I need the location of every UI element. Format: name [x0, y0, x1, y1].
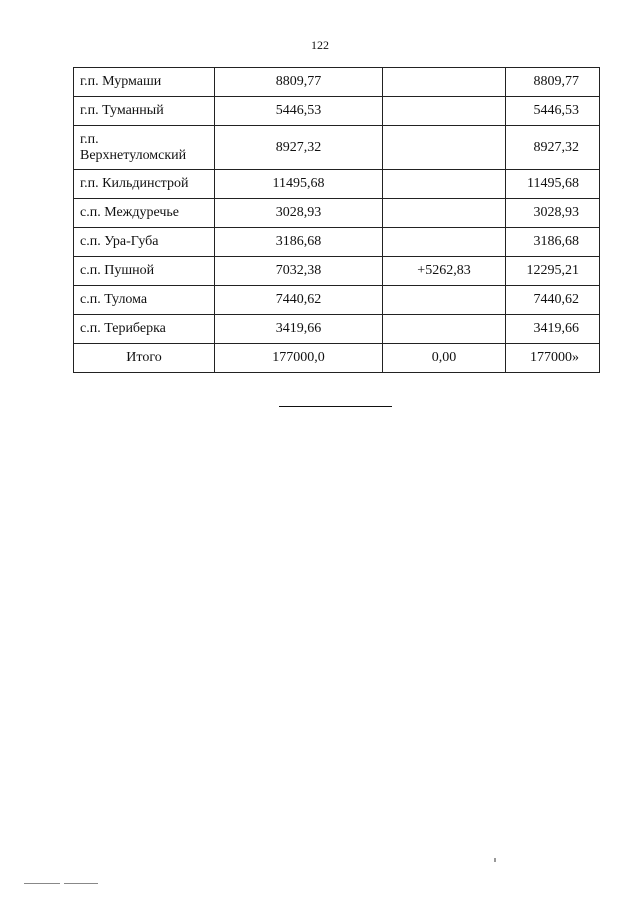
base-amount: 8809,77: [215, 68, 383, 97]
total-grand-amount: 177000»: [506, 344, 600, 373]
total-change-amount: 0,00: [383, 344, 506, 373]
table-row: [74, 228, 600, 257]
municipality-name: г.п. Мурмаши: [74, 68, 215, 97]
municipality-name: с.п. Ура-Губа: [74, 228, 215, 257]
change-amount: [383, 315, 506, 344]
municipality-name-line2: Верхнетуломский: [80, 147, 187, 163]
page-number: 122: [311, 38, 329, 52]
base-amount: 11495,68: [215, 170, 383, 199]
change-amount: +5262,83: [383, 257, 506, 286]
table-row: [74, 286, 600, 315]
total-base-amount: 177000,0: [215, 344, 383, 373]
change-amount: [383, 286, 506, 315]
total-amount: 3186,68: [506, 228, 600, 257]
table-row: [74, 97, 600, 126]
change-amount: [383, 199, 506, 228]
municipality-name: г.п. Туманный: [74, 97, 215, 126]
base-amount: 5446,53: [215, 97, 383, 126]
base-amount: 8927,32: [215, 126, 383, 170]
total-amount: 3028,93: [506, 199, 600, 228]
municipality-name-line1: г.п.: [80, 131, 99, 147]
table-row: [74, 315, 600, 344]
total-amount: 11495,68: [506, 170, 600, 199]
total-amount: 8927,32: [506, 126, 600, 170]
base-amount: 3419,66: [215, 315, 383, 344]
municipality-name: с.п. Пушной: [74, 257, 215, 286]
total-label: Итого: [74, 344, 215, 373]
municipality-name: с.п. Тулома: [74, 286, 215, 315]
table-row: [74, 126, 600, 170]
change-amount: [383, 228, 506, 257]
closing-rule: [279, 406, 392, 407]
table-row: [74, 68, 600, 97]
change-amount: [383, 97, 506, 126]
base-amount: 7032,38: [215, 257, 383, 286]
table-row: [74, 199, 600, 228]
total-amount: 8809,77: [506, 68, 600, 97]
change-amount: [383, 170, 506, 199]
total-amount: 5446,53: [506, 97, 600, 126]
budget-table: [73, 67, 600, 373]
footer-line: [64, 883, 98, 884]
total-amount: 12295,21: [506, 257, 600, 286]
change-amount: [383, 68, 506, 97]
total-amount: 3419,66: [506, 315, 600, 344]
change-amount: [383, 126, 506, 170]
table-row: [74, 257, 600, 286]
table-row: [74, 170, 600, 199]
total-row: [74, 344, 600, 373]
municipality-name: г.п. Кильдинстрой: [74, 170, 215, 199]
municipality-name: с.п. Териберка: [74, 315, 215, 344]
scan-mark: [494, 858, 496, 862]
base-amount: 3186,68: [215, 228, 383, 257]
footer-line: [24, 883, 60, 884]
total-amount: 7440,62: [506, 286, 600, 315]
base-amount: 3028,93: [215, 199, 383, 228]
base-amount: 7440,62: [215, 286, 383, 315]
municipality-name: [74, 126, 215, 170]
municipality-name: с.п. Междуречье: [74, 199, 215, 228]
